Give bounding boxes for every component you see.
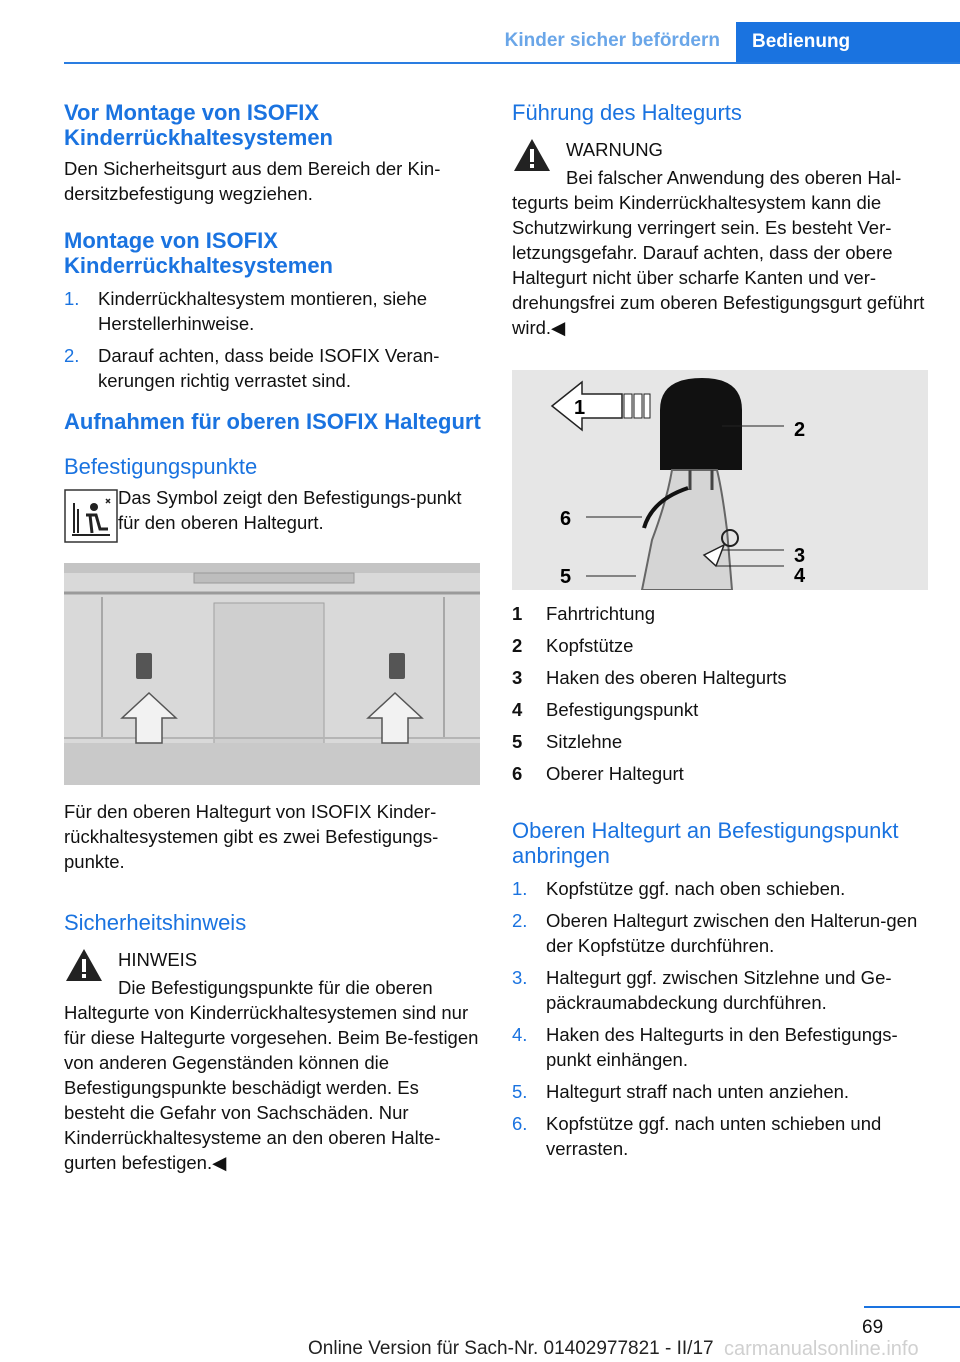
section-title: Kinder sicher befördern <box>504 30 720 51</box>
legend-item: 4 Befestigungspunkt <box>512 699 699 720</box>
isofix-anchor-icon <box>64 489 118 543</box>
list-item: 2. Oberen Haltegurt zwischen den Halterun-gen der Kopfstütze durchführen. <box>512 910 918 956</box>
paragraph-vor-montage: Den Sicherheitsgurt aus dem Bereich der Kin-dersitzbefestigung wegziehen. <box>64 158 441 204</box>
list-item: 6. Kopfstütze ggf. nach unten schieben und verrasten. <box>512 1113 882 1159</box>
hinweis-title: HINWEIS <box>118 949 198 970</box>
heading-vor-montage: Vor Montage von ISOFIX Kinderrückhaltesystemen <box>64 100 333 150</box>
warnung-notice <box>512 137 930 187</box>
list-item: 1. Kinderrückhaltesystem montieren, siehe Herstellerhinweise. <box>64 288 428 334</box>
page-number: 69 <box>862 1317 884 1338</box>
legend-item: 1 Fahrtrichtung <box>512 603 655 624</box>
list-item: 4. Haken des Haltegurts in den Befestigungs-punkt einhängen. <box>512 1024 898 1070</box>
warnung-title: WARNUNG <box>566 139 663 160</box>
online-version-note: Online Version für Sach-Nr. 01402977821 - II/17 <box>308 1338 714 1359</box>
legend-item: 3 Haken des oberen Haltegurts <box>512 667 787 688</box>
diagram-label: 3 <box>794 545 806 567</box>
hinweis-text: Die Befestigungspunkte für die oberen Haltegurte von Kinderrückhaltesystemen sind nur für diese Haltegurte vorgesehen. Beim Be-festigen von anderen Gegenständen können die Befestigungspunkte beschädigt werden. Es besteht die Gefahr von Sachschäden. Nur Kinderrückhaltesysteme an den oberen Halte-gurten befestigen.◀ <box>64 977 479 1173</box>
list-item: 1. Kopfstütze ggf. nach oben schieben. <box>512 878 846 899</box>
paragraph-two-points: Für den oberen Haltegurt von ISOFIX Kinder-rückhaltesystemen gibt es zwei Befestigungs-punkte. <box>64 801 439 872</box>
heading-sicherheitshinweis: Sicherheitshinweis <box>64 910 247 935</box>
heading-aufnahmen: Aufnahmen für oberen ISOFIX Haltegurt <box>64 409 481 434</box>
anbringen-steps <box>512 876 930 1161</box>
cargo-anchor-photo <box>64 563 480 785</box>
hinweis-notice <box>64 947 482 997</box>
list-item: 3. Haltegurt ggf. zwischen Sitzlehne und Ge-päckraumabdeckung durchführen. <box>512 967 892 1013</box>
diagram-label: 1 <box>574 397 586 419</box>
chapter-tab: Bedienung <box>736 22 960 62</box>
left-column <box>64 100 482 1175</box>
heading-befestigungspunkte: Befestigungspunkte <box>64 454 258 479</box>
list-item: 2. Darauf achten, dass beide ISOFIX Veran-kerungen richtig verrastet sind. <box>64 345 440 391</box>
diagram-label: 5 <box>560 566 572 588</box>
legend-item: 6 Oberer Haltegurt <box>512 763 684 784</box>
diagram-label: 2 <box>794 419 806 441</box>
warning-triangle-icon <box>64 947 104 983</box>
heading-anbringen: Oberen Haltegurt an Befestigungspunkt anbringen <box>512 818 899 868</box>
list-item: 5. Haltegurt straff nach unten anziehen. <box>512 1081 850 1102</box>
footer-rule <box>864 1306 960 1308</box>
montage-steps <box>64 286 482 393</box>
diagram-label: 6 <box>560 508 572 530</box>
symbol-description: Das Symbol zeigt den Befestigungs-punkt für den oberen Haltegurt. <box>118 487 462 533</box>
diagram-label: 4 <box>794 565 806 587</box>
headrest-strap-diagram <box>512 370 928 590</box>
watermark: carmanualsonline.info <box>724 1338 919 1360</box>
warning-triangle-icon <box>512 137 552 173</box>
diagram-legend <box>512 598 930 790</box>
page-header <box>64 22 960 64</box>
legend-item: 2 Kopfstütze <box>512 635 634 656</box>
right-column <box>512 100 930 1168</box>
isofix-symbol-row <box>64 485 482 545</box>
heading-montage: Montage von ISOFIX Kinderrückhaltesystemen <box>64 228 333 278</box>
warnung-text: Bei falscher Anwendung des oberen Hal-tegurts beim Kinderrückhaltesystem kann die Schutzwirkung verringert sein. Es besteht Ver-letzungsgefahr. Darauf achten, dass der obere Haltegurt nicht über scharfe Kanten und ver-drehungsfrei zum oberen Befestigungsgurt geführt wird.◀ <box>512 167 925 338</box>
legend-item: 5 Sitzlehne <box>512 731 623 752</box>
heading-fuehrung: Führung des Haltegurts <box>512 100 742 125</box>
